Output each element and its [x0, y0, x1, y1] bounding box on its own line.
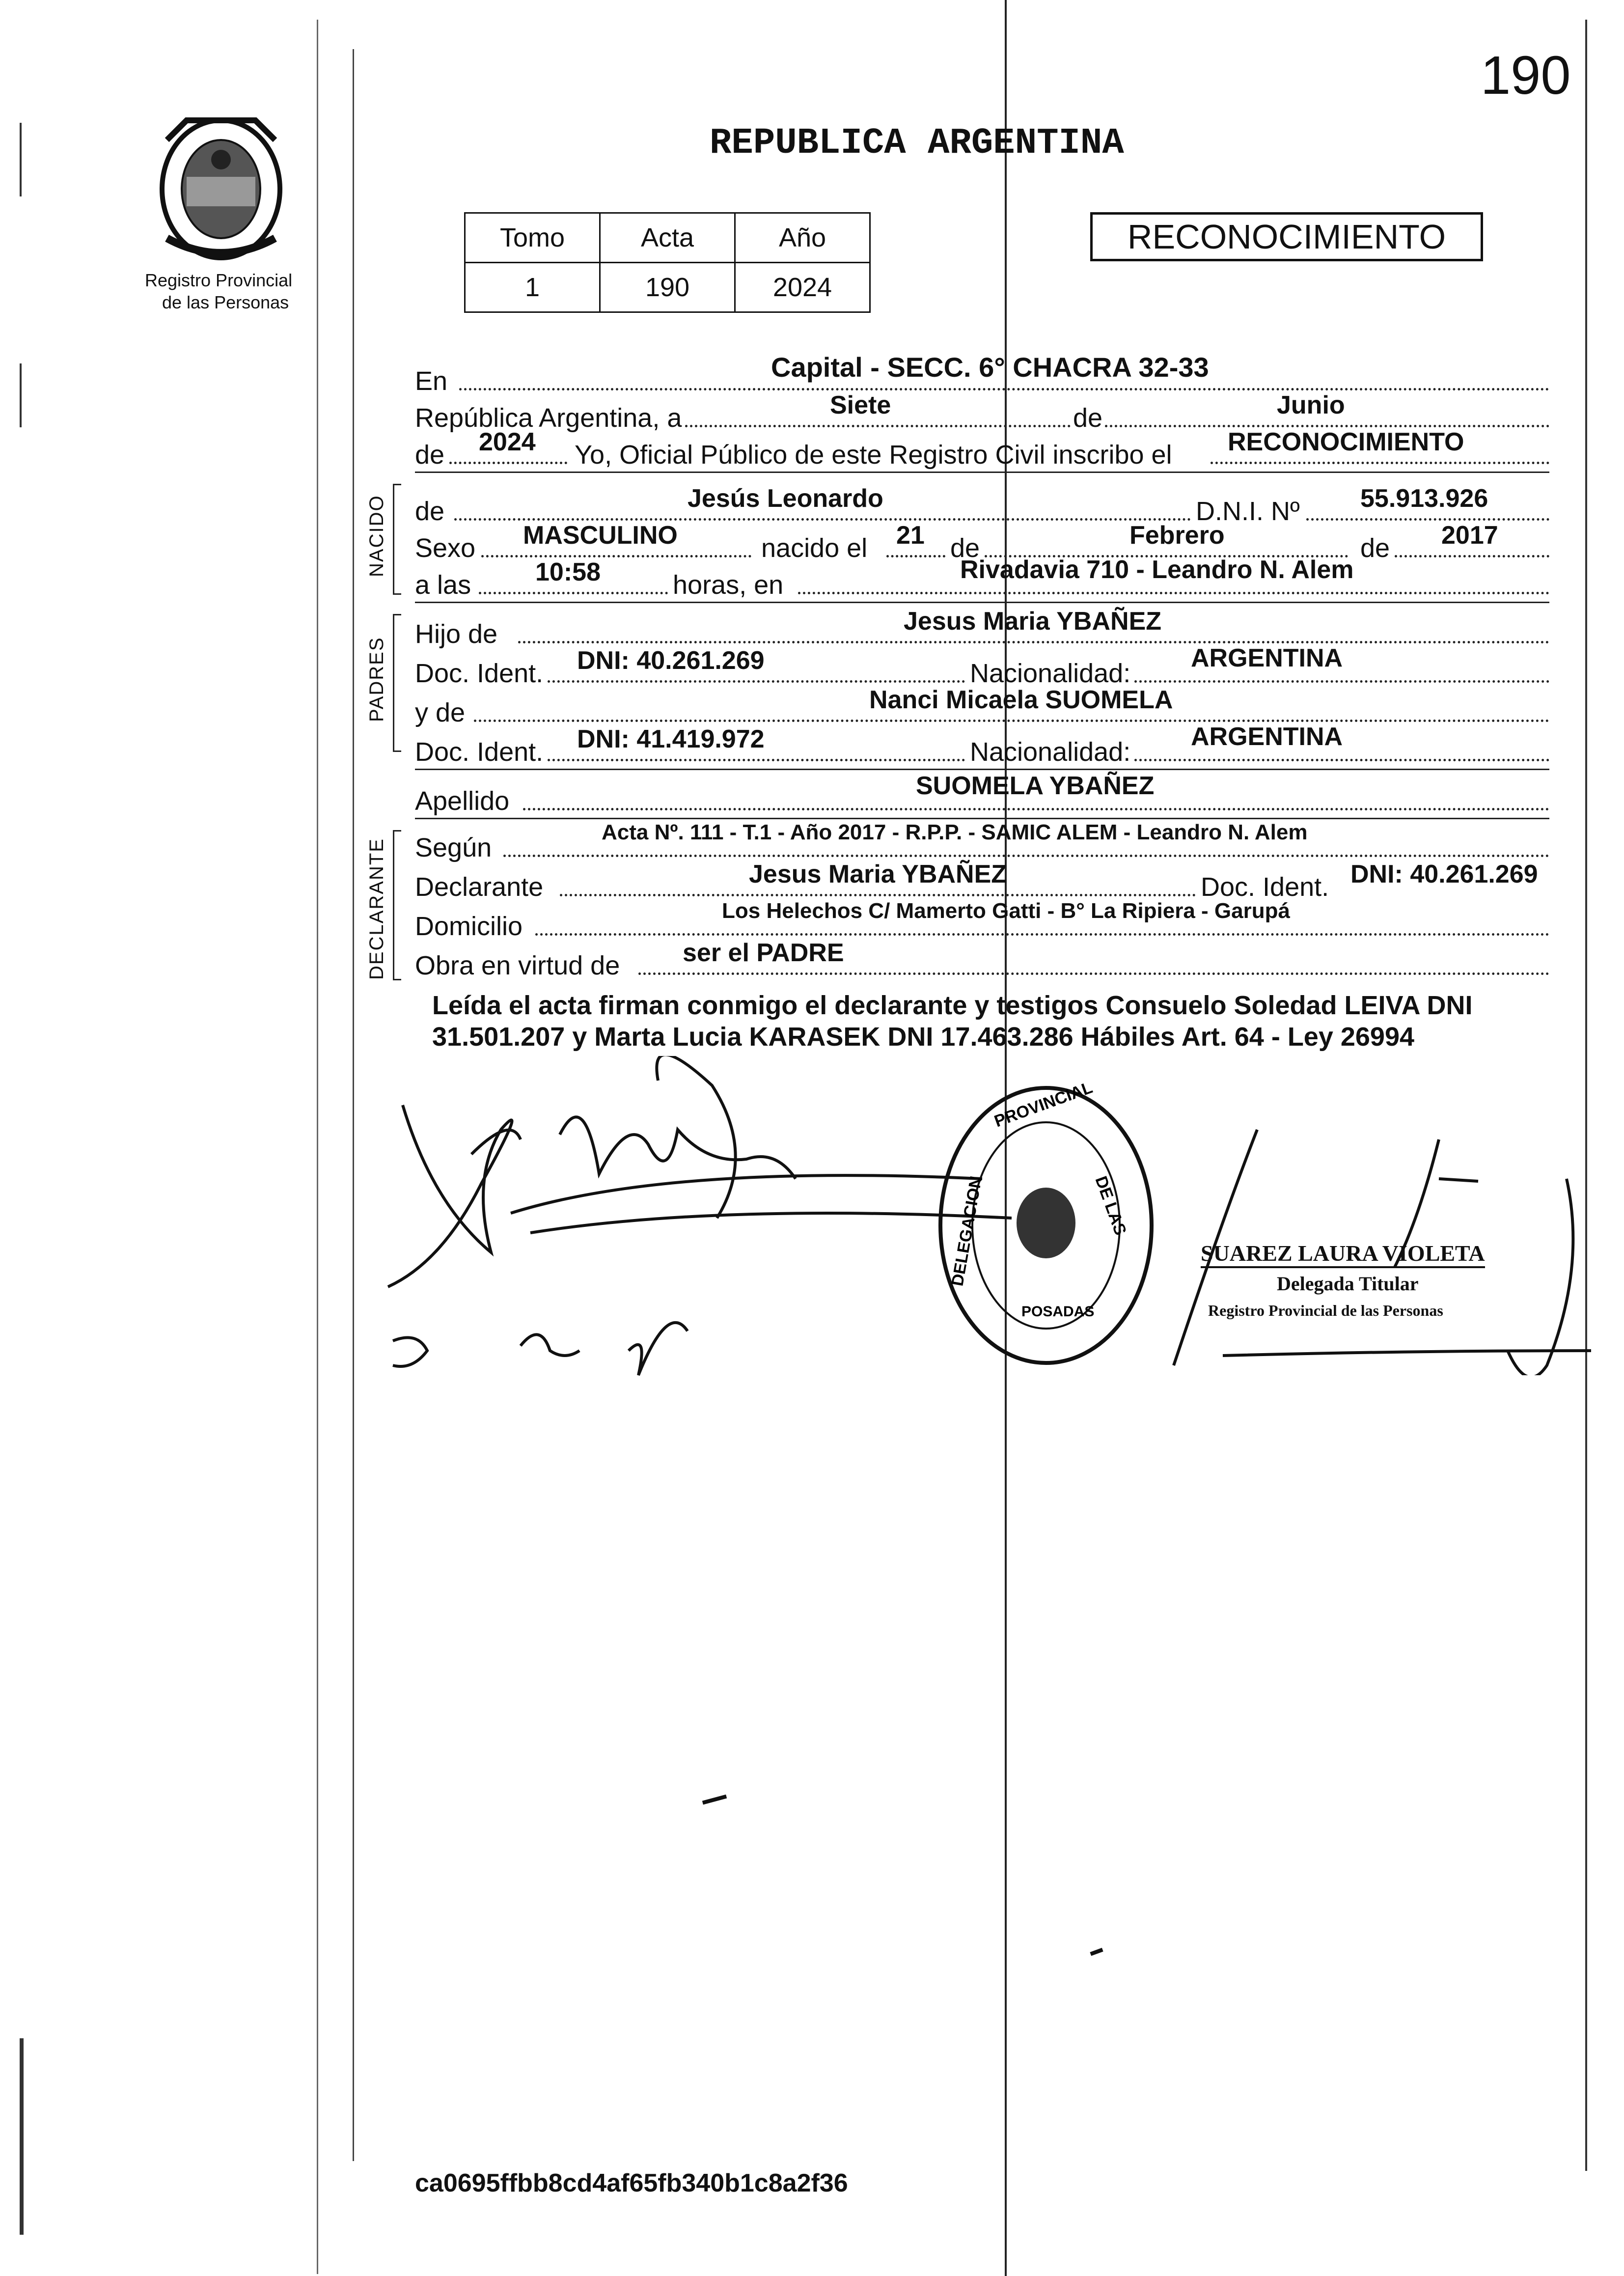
value-apellido: SUOMELA YBAÑEZ [916, 772, 1155, 800]
value-padre-doc: DNI: 40.261.269 [577, 646, 765, 675]
value-hora: 10:58 [535, 558, 601, 586]
dotted-line [886, 555, 945, 557]
section-divider [415, 602, 1549, 603]
value-obra: ser el PADRE [683, 939, 844, 967]
signatures-drawing [373, 1056, 1012, 1410]
ink-mark [1090, 1948, 1103, 1956]
table-cell: 190 [600, 263, 735, 312]
dotted-line [518, 641, 1549, 643]
bracket-nacido [393, 484, 401, 595]
value-nac-anio: 2017 [1441, 521, 1498, 550]
record-table [464, 212, 871, 313]
label-de-anio: de [1360, 533, 1390, 563]
section-divider [415, 769, 1549, 770]
section-divider [415, 818, 1549, 819]
value-madre-doc: DNI: 41.419.972 [577, 725, 765, 753]
value-acto: RECONOCIMIENTO [1228, 428, 1464, 456]
label-republica: República Argentina, a [415, 403, 682, 433]
official-name: SUAREZ LAURA VIOLETA [1201, 1240, 1485, 1268]
value-padre: Jesus Maria YBAÑEZ [904, 607, 1162, 636]
dotted-line [503, 855, 1549, 857]
label-de-mes: de [950, 533, 980, 563]
label-segun: Según [415, 833, 492, 862]
value-segun: Acta Nº. 111 - T.1 - Año 2017 - R.P.P. - SAMIC ALEM - Leandro N. Alem [602, 820, 1308, 844]
value-nac-dia: 21 [896, 521, 925, 550]
svg-text:POSADAS: POSADAS [1021, 1304, 1095, 1320]
dotted-line [459, 388, 1549, 390]
margin-line-left [20, 123, 22, 196]
side-label-declarante: DECLARANTE [366, 838, 387, 980]
margin-line-right [1585, 20, 1587, 2171]
bracket-declarante [393, 830, 401, 980]
section-divider [415, 472, 1549, 473]
value-nombre: Jesús Leonardo [688, 484, 883, 513]
label-nacionalidad-2: Nacionalidad: [970, 737, 1131, 767]
table-header: Acta [600, 213, 735, 263]
label-y-de: y de [415, 698, 466, 727]
dotted-line [481, 555, 751, 557]
delegation-stamp [933, 1081, 1159, 1370]
seal-caption-line1: Registro Provincial [145, 270, 293, 290]
label-dni: D.N.I. Nº [1196, 497, 1300, 526]
label-de-month: de [1073, 403, 1103, 433]
provincial-seal [147, 111, 295, 268]
official-signature-drawing [1164, 1120, 1596, 1375]
svg-text:DELEGACION: DELEGACION [948, 1174, 986, 1288]
value-sexo: MASCULINO [523, 521, 678, 550]
label-apellido: Apellido [415, 786, 510, 816]
dotted-line [1395, 555, 1549, 557]
ink-mark [702, 1795, 727, 1805]
dotted-line [560, 894, 1196, 896]
page-number: 190 [1481, 45, 1571, 106]
label-domicilio: Domicilio [415, 912, 523, 941]
dotted-line [685, 425, 1071, 427]
official-office: Registro Provincial de las Personas [1208, 1302, 1443, 1319]
official-role: Delegada Titular [1277, 1273, 1419, 1295]
label-de-year: de [415, 440, 445, 470]
table-cell: 1 [465, 263, 600, 312]
dotted-line [449, 462, 567, 464]
svg-text:PROVINCIAL: PROVINCIAL [991, 1081, 1095, 1131]
table-cell: 2024 [735, 263, 870, 312]
dotted-line [548, 680, 965, 683]
value-nac-mes: Febrero [1129, 521, 1225, 550]
dotted-line [523, 808, 1549, 810]
dotted-line [474, 720, 1549, 722]
svg-text:DE LAS: DE LAS [1091, 1173, 1130, 1238]
table-header: Año [735, 213, 870, 263]
label-doc-ident-decl: Doc. Ident. [1201, 872, 1329, 902]
fold-line-b [353, 49, 354, 2161]
record-type-box [1090, 212, 1483, 261]
value-domicilio: Los Helechos C/ Mamerto Gatti - B° La Ripiera - Garupá [722, 899, 1290, 923]
dotted-line [479, 592, 668, 594]
value-padre-nac: ARGENTINA [1191, 644, 1343, 672]
value-madre-nac: ARGENTINA [1191, 722, 1343, 751]
value-lugar-nac: Rivadavia 710 - Leandro N. Alem [960, 555, 1354, 584]
label-nacionalidad-1: Nacionalidad: [970, 659, 1131, 688]
label-obra: Obra en virtud de [415, 951, 620, 980]
value-madre: Nanci Micaela SUOMELA [869, 686, 1173, 714]
label-yo-oficial: Yo, Oficial Público de este Registro Civil inscribo el [575, 440, 1172, 470]
dotted-line [1134, 759, 1549, 761]
label-hijo-de: Hijo de [415, 619, 498, 649]
dotted-line [1306, 518, 1549, 521]
dotted-line [548, 759, 965, 761]
bracket-padres [393, 614, 401, 752]
closing-paragraph: Leída el acta firman conmigo el declarante y testigos Consuelo Soledad LEIVA DNI 31.501.207 y Marta Lucia KARASEK DNI 17.463.286 Hábiles Art. 64 - Ley 26994 [432, 991, 1473, 1052]
label-sexo: Sexo [415, 533, 476, 563]
value-dia: Siete [830, 391, 891, 419]
side-label-nacido: NACIDO [366, 495, 387, 577]
value-declarante: Jesus Maria YBAÑEZ [749, 860, 1007, 888]
dotted-line [1211, 462, 1549, 464]
document-hash: ca0695ffbb8cd4af65fb340b1c8a2f36 [415, 2169, 848, 2197]
label-doc-ident-2: Doc. Ident. [415, 737, 544, 767]
label-a-las: a las [415, 570, 471, 600]
label-doc-ident-1: Doc. Ident. [415, 659, 544, 688]
table-header: Tomo [465, 213, 600, 263]
label-horas-en: horas, en [673, 570, 784, 600]
label-nacido-el: nacido el [761, 533, 868, 563]
value-lugar: Capital - SECC. 6° CHACRA 32-33 [771, 352, 1209, 383]
dotted-line [798, 592, 1549, 594]
label-de-name: de [415, 497, 445, 526]
value-mes: Junio [1277, 391, 1345, 419]
seal-caption-line2: de las Personas [162, 292, 289, 312]
value-anio: 2024 [479, 428, 536, 456]
dotted-line [638, 972, 1549, 975]
margin-line-left-2 [20, 363, 22, 427]
fold-line-a [317, 20, 318, 2274]
side-label-padres: PADRES [366, 637, 387, 722]
record-type-label: RECONOCIMIENTO [1127, 218, 1446, 256]
label-declarante: Declarante [415, 872, 544, 902]
label-en: En [415, 366, 448, 396]
margin-line-left-3 [20, 2038, 24, 2235]
document-title: REPUBLICA ARGENTINA [710, 123, 1124, 164]
value-dni: 55.913.926 [1360, 484, 1488, 513]
dotted-line [1134, 680, 1549, 683]
value-declarante-doc: DNI: 40.261.269 [1350, 860, 1538, 888]
dotted-line [535, 933, 1549, 936]
